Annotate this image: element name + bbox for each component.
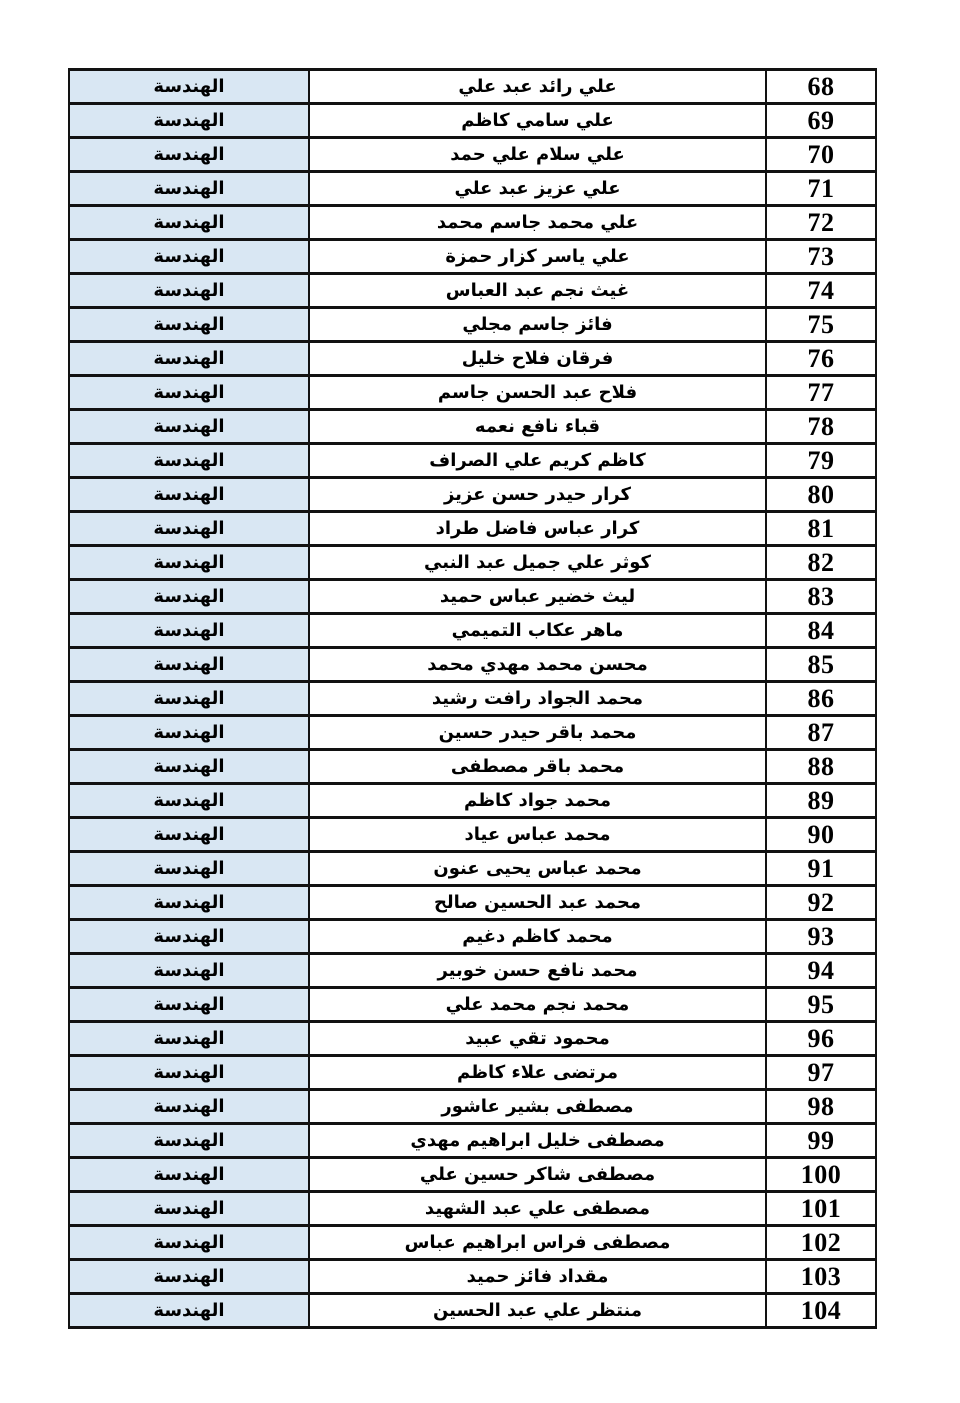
student-name-cell: محمد كاظم دغيم xyxy=(309,920,766,954)
row-number-cell: 96 xyxy=(766,1022,876,1056)
department-cell: الهندسة xyxy=(69,1022,309,1056)
row-number-cell: 70 xyxy=(766,138,876,172)
row-number-cell: 98 xyxy=(766,1090,876,1124)
table-row xyxy=(69,104,876,138)
department-cell: الهندسة xyxy=(69,274,309,308)
row-number-cell: 99 xyxy=(766,1124,876,1158)
table-row xyxy=(69,308,876,342)
row-number-cell: 86 xyxy=(766,682,876,716)
student-name-cell: غيث نجم عبد العباس xyxy=(309,274,766,308)
table-row xyxy=(69,988,876,1022)
student-name-cell: محمد باقر حيدر حسين xyxy=(309,716,766,750)
row-number-cell: 89 xyxy=(766,784,876,818)
department-cell: الهندسة xyxy=(69,852,309,886)
row-number-cell: 90 xyxy=(766,818,876,852)
student-name-cell: محمد نجم محمد علي xyxy=(309,988,766,1022)
department-cell: الهندسة xyxy=(69,750,309,784)
row-number-cell: 72 xyxy=(766,206,876,240)
row-number-cell: 103 xyxy=(766,1260,876,1294)
student-name-cell: فائز جاسم مجلي xyxy=(309,308,766,342)
student-name-cell: كرار عباس فاضل طراد xyxy=(309,512,766,546)
table-row xyxy=(69,716,876,750)
department-cell: الهندسة xyxy=(69,104,309,138)
table-row xyxy=(69,512,876,546)
row-number-cell: 95 xyxy=(766,988,876,1022)
table-row xyxy=(69,376,876,410)
table-row xyxy=(69,1056,876,1090)
row-number-cell: 91 xyxy=(766,852,876,886)
table-row xyxy=(69,240,876,274)
row-number-cell: 75 xyxy=(766,308,876,342)
department-cell: الهندسة xyxy=(69,342,309,376)
student-name-cell: مصطفى خليل ابراهيم مهدي xyxy=(309,1124,766,1158)
student-name-cell: علي ياسر كزار حمزة xyxy=(309,240,766,274)
table-row xyxy=(69,682,876,716)
table-row xyxy=(69,70,876,104)
department-cell: الهندسة xyxy=(69,546,309,580)
row-number-cell: 94 xyxy=(766,954,876,988)
department-cell: الهندسة xyxy=(69,614,309,648)
student-name-cell: علي سامي كاظم xyxy=(309,104,766,138)
row-number-cell: 93 xyxy=(766,920,876,954)
student-name-cell: ليث خضير عباس حميد xyxy=(309,580,766,614)
table-row xyxy=(69,410,876,444)
department-cell: الهندسة xyxy=(69,172,309,206)
department-cell: الهندسة xyxy=(69,886,309,920)
student-name-cell: محسن محمد مهدي محمد xyxy=(309,648,766,682)
student-name-cell: محمد جواد كاظم xyxy=(309,784,766,818)
row-number-cell: 71 xyxy=(766,172,876,206)
department-cell: الهندسة xyxy=(69,1056,309,1090)
student-name-cell: فرقان فلاح خليل xyxy=(309,342,766,376)
department-cell: الهندسة xyxy=(69,818,309,852)
table-row xyxy=(69,818,876,852)
student-name-cell: علي رائد عبد علي xyxy=(309,70,766,104)
row-number-cell: 88 xyxy=(766,750,876,784)
row-number-cell: 83 xyxy=(766,580,876,614)
student-name-cell: محمد باقر مصطفى xyxy=(309,750,766,784)
row-number-cell: 76 xyxy=(766,342,876,376)
table-row xyxy=(69,342,876,376)
student-name-cell: مصطفى شاكر حسين علي xyxy=(309,1158,766,1192)
row-number-cell: 101 xyxy=(766,1192,876,1226)
department-cell: الهندسة xyxy=(69,1192,309,1226)
table-row xyxy=(69,1192,876,1226)
table-row xyxy=(69,614,876,648)
student-name-cell: ماهر عكاب التميمي xyxy=(309,614,766,648)
table-row xyxy=(69,1226,876,1260)
student-name-cell: فلاح عبد الحسن جاسم xyxy=(309,376,766,410)
department-cell: الهندسة xyxy=(69,1294,309,1328)
table-row xyxy=(69,886,876,920)
table-row xyxy=(69,648,876,682)
student-name-cell: مقداد فائز حميد xyxy=(309,1260,766,1294)
table-row xyxy=(69,920,876,954)
student-name-cell: محمد نافع حسن خوبير xyxy=(309,954,766,988)
student-name-cell: محمد عباس عياد xyxy=(309,818,766,852)
row-number-cell: 69 xyxy=(766,104,876,138)
row-number-cell: 81 xyxy=(766,512,876,546)
table-row xyxy=(69,1260,876,1294)
student-name-cell: مصطفى بشير عاشور xyxy=(309,1090,766,1124)
student-name-cell: محمود تقي عبيد xyxy=(309,1022,766,1056)
row-number-cell: 68 xyxy=(766,70,876,104)
table-row xyxy=(69,478,876,512)
department-cell: الهندسة xyxy=(69,70,309,104)
row-number-cell: 85 xyxy=(766,648,876,682)
department-cell: الهندسة xyxy=(69,240,309,274)
department-cell: الهندسة xyxy=(69,1124,309,1158)
row-number-cell: 73 xyxy=(766,240,876,274)
table-row xyxy=(69,274,876,308)
department-cell: الهندسة xyxy=(69,716,309,750)
department-cell: الهندسة xyxy=(69,138,309,172)
row-number-cell: 79 xyxy=(766,444,876,478)
department-cell: الهندسة xyxy=(69,682,309,716)
table-row xyxy=(69,444,876,478)
student-name-cell: كاظم كريم علي الصراف xyxy=(309,444,766,478)
row-number-cell: 77 xyxy=(766,376,876,410)
table-row xyxy=(69,172,876,206)
table-row xyxy=(69,1124,876,1158)
table-row xyxy=(69,1090,876,1124)
table-row xyxy=(69,784,876,818)
table-row xyxy=(69,546,876,580)
row-number-cell: 82 xyxy=(766,546,876,580)
department-cell: الهندسة xyxy=(69,988,309,1022)
row-number-cell: 78 xyxy=(766,410,876,444)
student-name-cell: مصطفى علي عبد الشهيد xyxy=(309,1192,766,1226)
department-cell: الهندسة xyxy=(69,1158,309,1192)
table-row xyxy=(69,580,876,614)
table-body xyxy=(69,70,876,1328)
department-cell: الهندسة xyxy=(69,512,309,546)
table-row xyxy=(69,954,876,988)
department-cell: الهندسة xyxy=(69,410,309,444)
department-cell: الهندسة xyxy=(69,1090,309,1124)
student-name-cell: مصطفى فراس ابراهيم عباس xyxy=(309,1226,766,1260)
row-number-cell: 104 xyxy=(766,1294,876,1328)
table-row xyxy=(69,206,876,240)
department-cell: الهندسة xyxy=(69,580,309,614)
department-cell: الهندسة xyxy=(69,784,309,818)
table-row xyxy=(69,1158,876,1192)
student-name-cell: علي عزيز عبد علي xyxy=(309,172,766,206)
row-number-cell: 97 xyxy=(766,1056,876,1090)
student-name-cell: كرار حيدر حسن عزيز xyxy=(309,478,766,512)
student-name-cell: منتظر علي عبد الحسين xyxy=(309,1294,766,1328)
row-number-cell: 87 xyxy=(766,716,876,750)
department-cell: الهندسة xyxy=(69,648,309,682)
row-number-cell: 74 xyxy=(766,274,876,308)
department-cell: الهندسة xyxy=(69,1226,309,1260)
row-number-cell: 102 xyxy=(766,1226,876,1260)
table-row xyxy=(69,138,876,172)
student-name-cell: محمد الجواد رافت رشيد xyxy=(309,682,766,716)
table-row xyxy=(69,750,876,784)
student-name-cell: قباء نافع نعمه xyxy=(309,410,766,444)
students-table xyxy=(68,68,877,1329)
student-name-cell: مرتضى علاء كاظم xyxy=(309,1056,766,1090)
row-number-cell: 100 xyxy=(766,1158,876,1192)
department-cell: الهندسة xyxy=(69,1260,309,1294)
department-cell: الهندسة xyxy=(69,376,309,410)
table-row xyxy=(69,852,876,886)
department-cell: الهندسة xyxy=(69,444,309,478)
row-number-cell: 84 xyxy=(766,614,876,648)
student-name-cell: علي سلام علي حمد xyxy=(309,138,766,172)
department-cell: الهندسة xyxy=(69,954,309,988)
department-cell: الهندسة xyxy=(69,206,309,240)
student-name-cell: محمد عباس يحيى عنون xyxy=(309,852,766,886)
row-number-cell: 92 xyxy=(766,886,876,920)
department-cell: الهندسة xyxy=(69,478,309,512)
department-cell: الهندسة xyxy=(69,920,309,954)
table-row xyxy=(69,1294,876,1328)
department-cell: الهندسة xyxy=(69,308,309,342)
student-name-cell: كوثر علي جميل عبد النبي xyxy=(309,546,766,580)
row-number-cell: 80 xyxy=(766,478,876,512)
student-name-cell: محمد عبد الحسين صالح xyxy=(309,886,766,920)
student-name-cell: علي محمد جاسم محمد xyxy=(309,206,766,240)
table-row xyxy=(69,1022,876,1056)
